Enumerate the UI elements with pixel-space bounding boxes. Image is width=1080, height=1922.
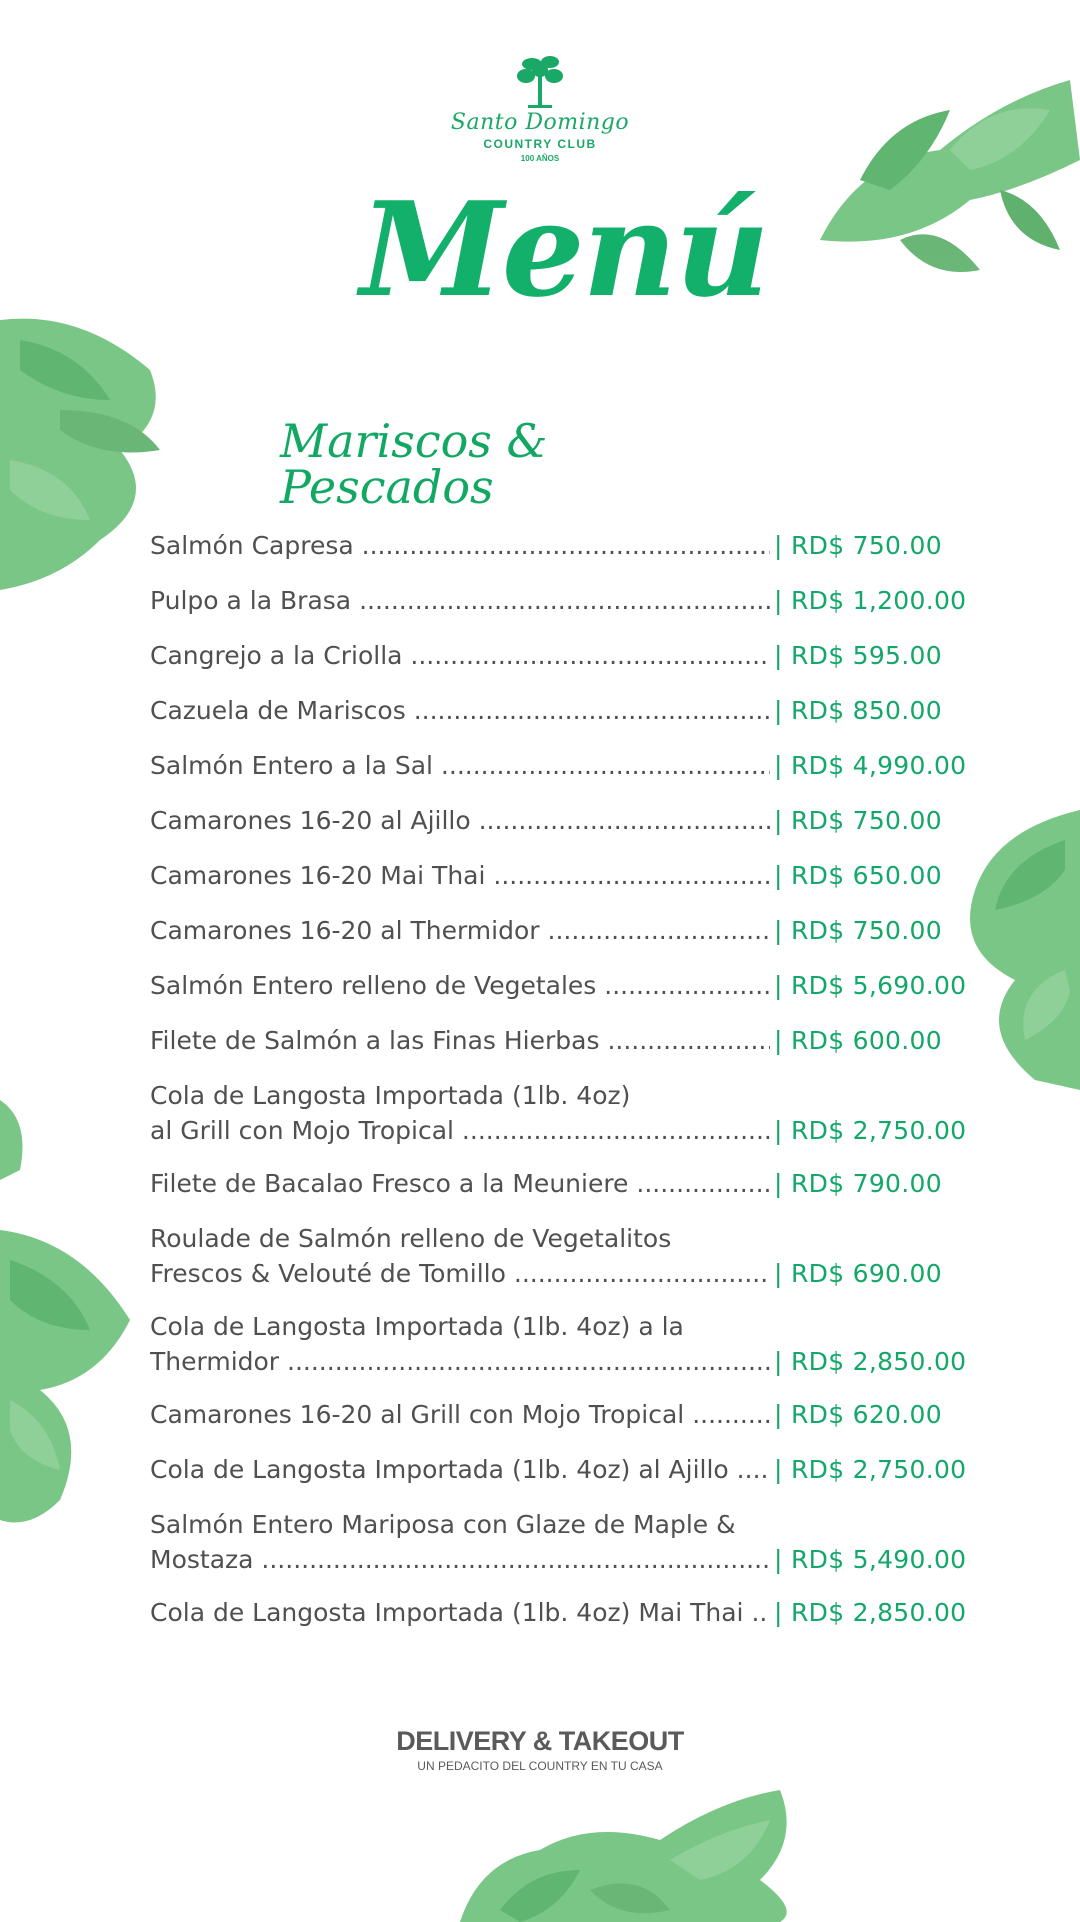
menu-item-name-line: Cangrejo a la Criolla ..... bbox=[150, 638, 770, 673]
menu-item-price: | RD$ 750.00 bbox=[774, 531, 942, 560]
menu-item-name bbox=[150, 748, 770, 783]
menu-item-name-line: Salmón Entero Mariposa con Glaze de Maple & bbox=[150, 1510, 736, 1539]
menu-item-price: | RD$ 2,750.00 bbox=[774, 1455, 967, 1484]
menu-item-price: | RD$ 2,850.00 bbox=[774, 1347, 967, 1376]
menu-item-name-line: Pulpo a la Brasa ..... bbox=[150, 583, 770, 618]
menu-item-name-line: Thermidor ..... bbox=[150, 1344, 770, 1379]
menu-item-price: | RD$ 5,490.00 bbox=[774, 1545, 967, 1574]
menu-item-price: | RD$ 620.00 bbox=[774, 1400, 942, 1429]
menu-item-name bbox=[150, 1507, 770, 1577]
logo-script-text: Santo Domingo bbox=[450, 110, 630, 135]
parsley-leaf-top-right bbox=[800, 40, 1080, 300]
menu-item-name bbox=[150, 1166, 770, 1201]
menu-item-price: | RD$ 790.00 bbox=[774, 1169, 942, 1198]
menu-item-price: | RD$ 600.00 bbox=[774, 1026, 942, 1055]
menu-item-price: | RD$ 2,850.00 bbox=[774, 1598, 967, 1627]
parsley-leaf-left-lower bbox=[0, 1080, 140, 1530]
menu-item-name bbox=[150, 1023, 770, 1058]
footer bbox=[340, 1726, 740, 1773]
menu-item-name-line: Camarones 16-20 Mai Thai ..... bbox=[150, 858, 770, 893]
menu-item-price: | RD$ 5,690.00 bbox=[774, 971, 967, 1000]
footer-title: DELIVERY & TAKEOUT bbox=[396, 1726, 684, 1756]
palm-tree-logo-icon bbox=[510, 50, 570, 110]
menu-item-name bbox=[150, 1221, 770, 1291]
menu-item-name bbox=[150, 638, 770, 673]
menu-item-name bbox=[150, 1078, 770, 1148]
menu-item-price: | RD$ 690.00 bbox=[774, 1259, 942, 1288]
menu-item-name bbox=[150, 1452, 770, 1487]
menu-item-name bbox=[150, 528, 770, 563]
parsley-leaf-right-middle bbox=[955, 810, 1080, 1090]
menu-item-price: | RD$ 850.00 bbox=[774, 696, 942, 725]
menu-item-name bbox=[150, 1397, 770, 1432]
menu-item-name-line: Camarones 16-20 al Thermidor ..... bbox=[150, 913, 770, 948]
menu-item-name-line: Frescos & Velouté de Tomillo ..... bbox=[150, 1256, 770, 1291]
menu-item-price: | RD$ 1,200.00 bbox=[774, 586, 967, 615]
logo-club-text: COUNTRY CLUB bbox=[483, 137, 597, 151]
menu-item-name-line: Salmón Entero a la Sal ..... bbox=[150, 748, 770, 783]
page-title: Menú bbox=[360, 173, 768, 326]
menu-item-name-line: Filete de Bacalao Fresco a la Meuniere ..... bbox=[150, 1166, 770, 1201]
menu-item-price: | RD$ 595.00 bbox=[774, 641, 942, 670]
menu-item-price: | RD$ 2,750.00 bbox=[774, 1116, 967, 1145]
menu-item-name bbox=[150, 583, 770, 618]
menu-item-name-line: Salmón Entero relleno de Vegetales ..... bbox=[150, 968, 770, 1003]
menu-item-name-line: Filete de Salmón a las Finas Hierbas ..... bbox=[150, 1023, 770, 1058]
menu-item-price: | RD$ 4,990.00 bbox=[774, 751, 967, 780]
section-title: Mariscos & Pescados bbox=[280, 414, 548, 514]
menu-item-price: | RD$ 750.00 bbox=[774, 806, 942, 835]
menu-item-name bbox=[150, 803, 770, 838]
menu-item-name-line: Camarones 16-20 al Ajillo ..... bbox=[150, 803, 770, 838]
menu-item-name bbox=[150, 693, 770, 728]
menu-item-name bbox=[150, 968, 770, 1003]
menu-item-name-line: al Grill con Mojo Tropical ..... bbox=[150, 1113, 770, 1148]
footer-subtitle: UN PEDACITO DEL COUNTRY EN TU CASA bbox=[417, 1759, 663, 1773]
menu-item-name-line: Salmón Capresa ..... bbox=[150, 528, 770, 563]
menu-item-name bbox=[150, 858, 770, 893]
menu-item-price: | RD$ 650.00 bbox=[774, 861, 942, 890]
menu-item-name bbox=[150, 913, 770, 948]
menu-item-name-line: Camarones 16-20 al Grill con Mojo Tropical ..... bbox=[150, 1397, 770, 1432]
menu-item-name-line: Cola de Langosta Importada (1lb. 4oz) bbox=[150, 1081, 631, 1110]
menu-item-name-line: Cola de Langosta Importada (1lb. 4oz) Mai Thai ..... bbox=[150, 1595, 770, 1630]
menu-item-name-line: Mostaza ..... bbox=[150, 1542, 770, 1577]
menu-item-price: | RD$ 750.00 bbox=[774, 916, 942, 945]
menu-item-name-line: Cazuela de Mariscos ..... bbox=[150, 693, 770, 728]
menu-item-name bbox=[150, 1595, 770, 1630]
logo-years-text: 100 AÑOS bbox=[520, 154, 560, 163]
menu-item-name-line: Roulade de Salmón relleno de Vegetalitos bbox=[150, 1224, 672, 1253]
club-logo bbox=[440, 50, 640, 163]
menu-item-name-line: Cola de Langosta Importada (1lb. 4oz) al Ajillo ..... bbox=[150, 1452, 770, 1487]
menu-item-name-line: Cola de Langosta Importada (1lb. 4oz) a la bbox=[150, 1312, 684, 1341]
menu-item-name bbox=[150, 1309, 770, 1379]
parsley-leaf-bottom bbox=[440, 1780, 810, 1922]
